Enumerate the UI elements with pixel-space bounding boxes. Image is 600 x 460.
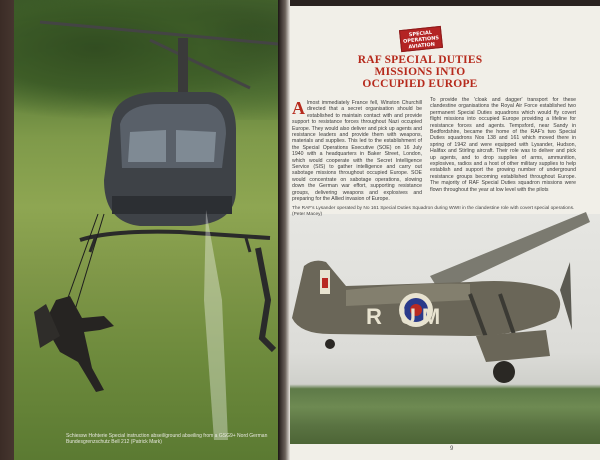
page-gutter (278, 0, 290, 460)
glare (204, 210, 228, 440)
article-column-2 (430, 97, 576, 193)
photo-caption-helicopter: Schiessw Hohterie Special instruction abseil/ground abseiling from a GSG9+ Nord German Bundesgrenzschutz Bell 212 (Patrick Mark) (66, 433, 268, 445)
series-badge (399, 26, 443, 52)
drop-cap: A (292, 98, 305, 118)
series-badge-text: SPECIAL OPERATIONS AVIATION (402, 29, 440, 51)
aircraft-codes: R UM (366, 304, 447, 329)
column-1-text: lmost immediately France fell, Winston Churchill directed that a secret organisation should be established to maintain contact with and provide support to resistance forces throughout Nazi occupied Europe. They would also deliver and pick up agents and resistance leaders and provide them with weapons, materials and supplies. This led to the establishment of the Special Operations Executive (SOE) on 16 July 1940 with a headquarters in Baker Street, London, which would cooperate with the Secret Intelligence Service (SIS) to gather intelligence and carry out sabotage missions throughout occupied Europe. SOE would concentrate on sabotage operations, slowing down the German war effort, supporting resistance groups, delivering weapons and explosives and preparing for the Allied invasion of Europe. (292, 100, 422, 203)
article-column-1 (292, 100, 422, 203)
lysander-aircraft (292, 212, 590, 383)
page-number: 9 (450, 446, 454, 452)
title-line-3: OCCUPIED EUROPE (362, 78, 478, 90)
title-line-2: MISSIONS INTO (374, 66, 466, 78)
column-2-text: To provide the 'cloak and dagger' transport for these clandestine organisations the Royal Air Force established two permanent Special Duties squadrons which would fly covert flight missions into occupied Europe providing a lifeline for resistance forces and agents. Tempsford, near Sandy in Bedfordshire, became the home of the RAF's two Special Duties squadrons Nos 138 and 161 which moved there in spring of 1942 and were equipped with Lysander, Hudson, Halifax and Stirling aircraft. Their role was to deliver and pick up agents, and to drop supplies of arms, ammunition, explosives, radios and a host of other military supplies to help establish and support the growing number of underground resistance groups becoming established throughout Europe. The majority of RAF Special Duties squadron missions were flown throughout the year at low level with the pilots (430, 97, 576, 193)
article-title (340, 54, 500, 90)
helicopter-illustration (34, 22, 278, 392)
photo-caption-lysander: The RAF's Lysander operated by No 161 Special Duties Squadron during WWII in the clandestine role with covert special operations. (Peter Macey) (292, 206, 575, 217)
title-line-1: RAF SPECIAL DUTIES (357, 54, 483, 66)
